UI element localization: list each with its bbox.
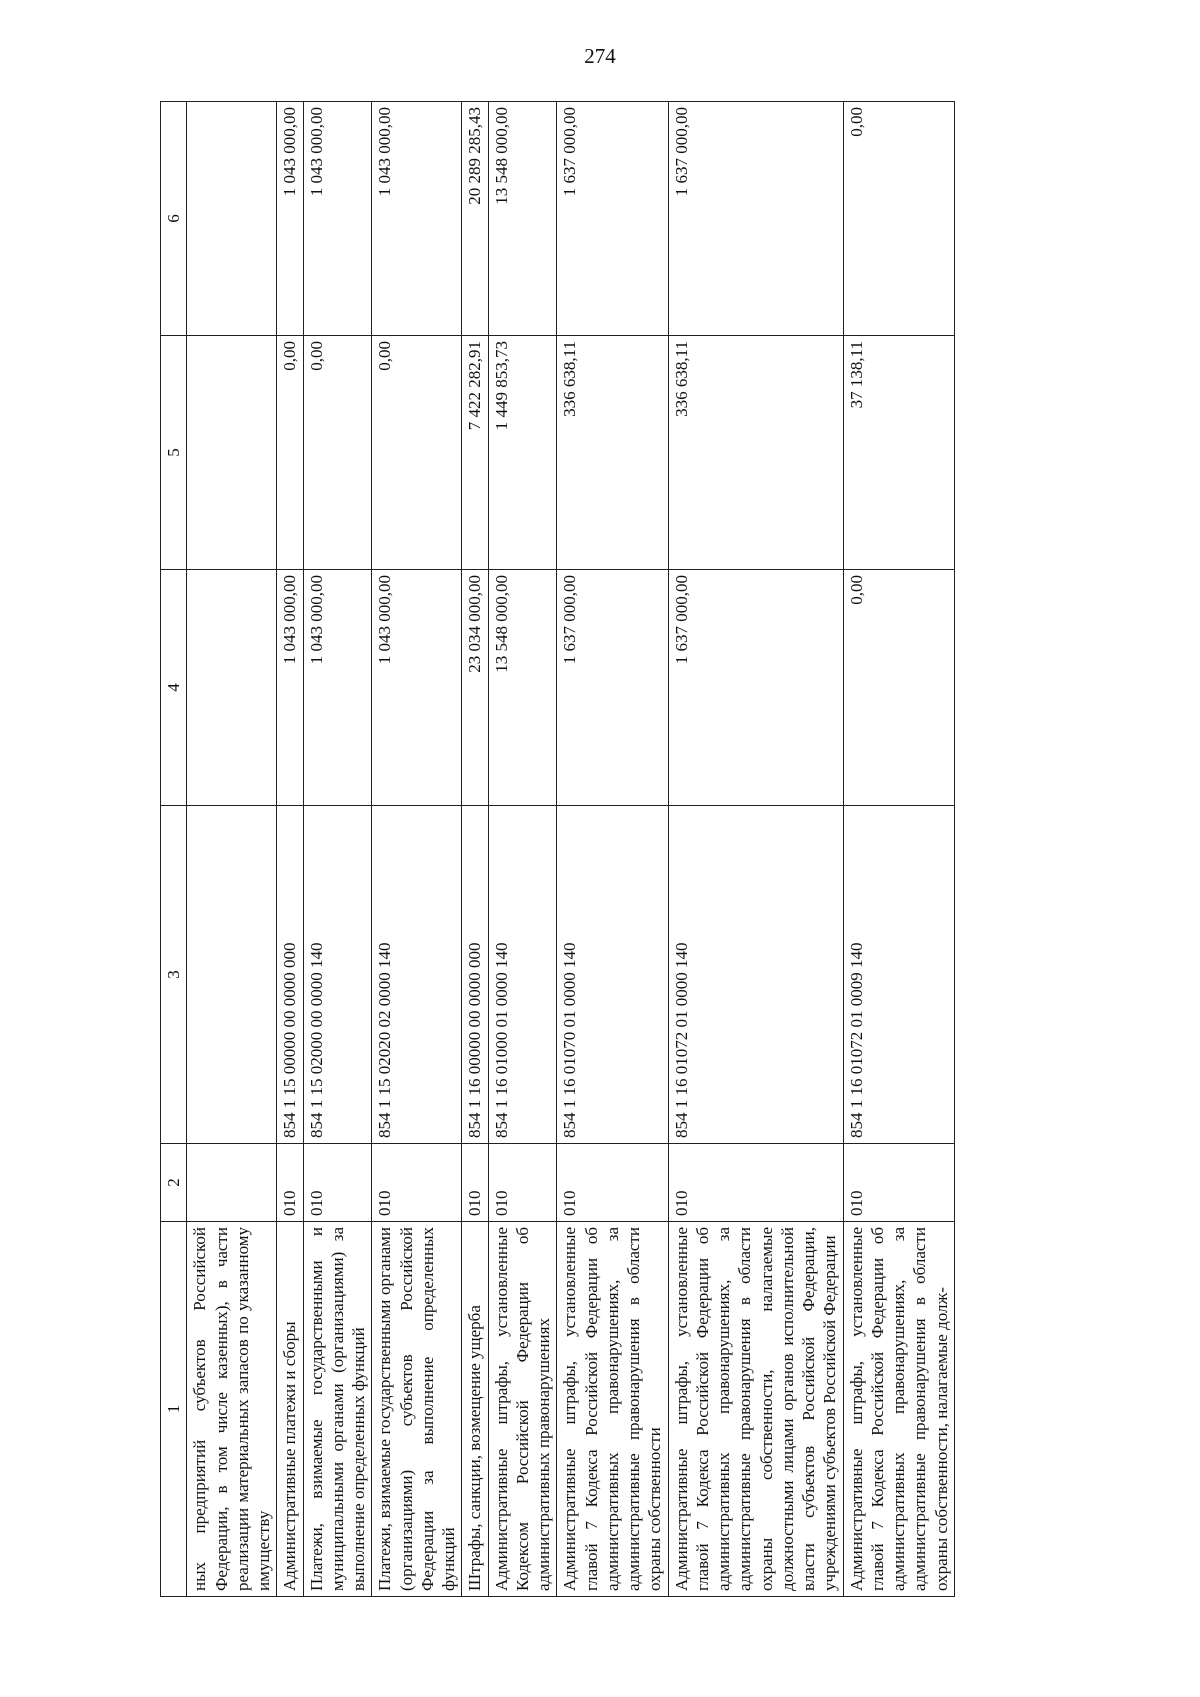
row-col2: 010 [668,1144,843,1222]
row-code [187,806,277,1144]
table-row [303,102,372,1597]
row-name: ных предприятий субъектов Российской Федерации, в том числе казенных), в части реализации материальных запасов по указанному имуществу [187,1222,277,1597]
row-name: Платежи, взимаемые государственными органами (организациями) субъектов Российской Федерации за выполнение определенных функций [372,1222,462,1597]
row-col6: 1 637 000,00 [668,102,843,336]
row-col6 [187,102,277,336]
row-code: 854 1 16 00000 00 0000 000 [462,806,488,1144]
row-name: Штрафы, санкции, возмещение ущерба [462,1222,488,1597]
table-row [462,102,488,1597]
row-name: Административные штрафы, установленные главой 7 Кодекса Российской Федерации об административных правонарушениях, за административные правонарушения в области охраны собственности, налагаемые должностными лицами органов исполнительной власти субъектов Российской Федерации, учреждениями субъектов Российской Федерации [668,1222,843,1597]
row-col4: 1 043 000,00 [303,570,372,806]
row-col5: 336 638,11 [668,336,843,570]
row-col5: 0,00 [277,336,303,570]
table-header-row [161,102,187,1597]
row-col2: 010 [372,1144,462,1222]
row-col2: 010 [488,1144,557,1222]
row-col5: 0,00 [303,336,372,570]
row-code: 854 1 16 01072 01 0000 140 [668,806,843,1144]
row-name: Платежи, взимаемые государственными и муниципальными органами (организациями) за выполнение определенных функций [303,1222,372,1597]
row-code: 854 1 16 01072 01 0009 140 [843,806,954,1144]
row-code: 854 1 16 01000 01 0000 140 [488,806,557,1144]
row-col6: 13 548 000,00 [488,102,557,336]
row-code: 854 1 15 02020 02 0000 140 [372,806,462,1144]
table-row [187,102,277,1597]
row-col6: 1 637 000,00 [557,102,668,336]
table-row [668,102,843,1597]
header-cell: 5 [161,336,187,570]
row-col4: 1 637 000,00 [557,570,668,806]
row-col2: 010 [557,1144,668,1222]
header-cell: 3 [161,806,187,1144]
row-name: Административные штрафы, установленные главой 7 Кодекса Российской Федерации об административных правонарушениях, за административные правонарушения в области охраны собственности [557,1222,668,1597]
table-row [557,102,668,1597]
row-col4: 1 043 000,00 [372,570,462,806]
row-col4: 23 034 000,00 [462,570,488,806]
row-col2: 010 [303,1144,372,1222]
header-cell: 1 [161,1222,187,1597]
header-cell: 2 [161,1144,187,1222]
row-col5: 7 422 282,91 [462,336,488,570]
row-col2 [187,1144,277,1222]
row-col4: 0,00 [843,570,954,806]
row-col5: 1 449 853,73 [488,336,557,570]
row-col5: 0,00 [372,336,462,570]
row-code: 854 1 15 02000 00 0000 140 [303,806,372,1144]
row-col4: 13 548 000,00 [488,570,557,806]
table-row [488,102,557,1597]
row-col6: 20 289 285,43 [462,102,488,336]
row-name: Административные платежи и сборы [277,1222,303,1597]
table-row [843,102,954,1597]
row-col6: 1 043 000,00 [277,102,303,336]
row-col6: 1 043 000,00 [303,102,372,336]
header-cell: 4 [161,570,187,806]
rotated-table-content [160,102,1110,1597]
table-row [372,102,462,1597]
row-code: 854 1 16 01070 01 0000 140 [557,806,668,1144]
row-name: Административные штрафы, установленные Кодексом Российской Федерации об административных правонарушениях [488,1222,557,1597]
table-row [277,102,303,1597]
row-col6: 1 043 000,00 [372,102,462,336]
row-name: Административные штрафы, установленные главой 7 Кодекса Российской Федерации об административных правонарушениях, за административные правонарушения в области охраны собственности, налагаемые долж- [843,1222,954,1597]
header-cell: 6 [161,102,187,336]
row-col4 [187,570,277,806]
row-col5: 336 638,11 [557,336,668,570]
rotated-table-frame [160,102,1110,1597]
row-code: 854 1 15 00000 00 0000 000 [277,806,303,1144]
budget-table [160,101,955,1597]
row-col6: 0,00 [843,102,954,336]
row-col2: 010 [277,1144,303,1222]
row-col2: 010 [462,1144,488,1222]
row-col2: 010 [843,1144,954,1222]
page-number: 274 [584,44,616,68]
row-col4: 1 043 000,00 [277,570,303,806]
row-col5 [187,336,277,570]
row-col4: 1 637 000,00 [668,570,843,806]
row-col5: 37 138,11 [843,336,954,570]
